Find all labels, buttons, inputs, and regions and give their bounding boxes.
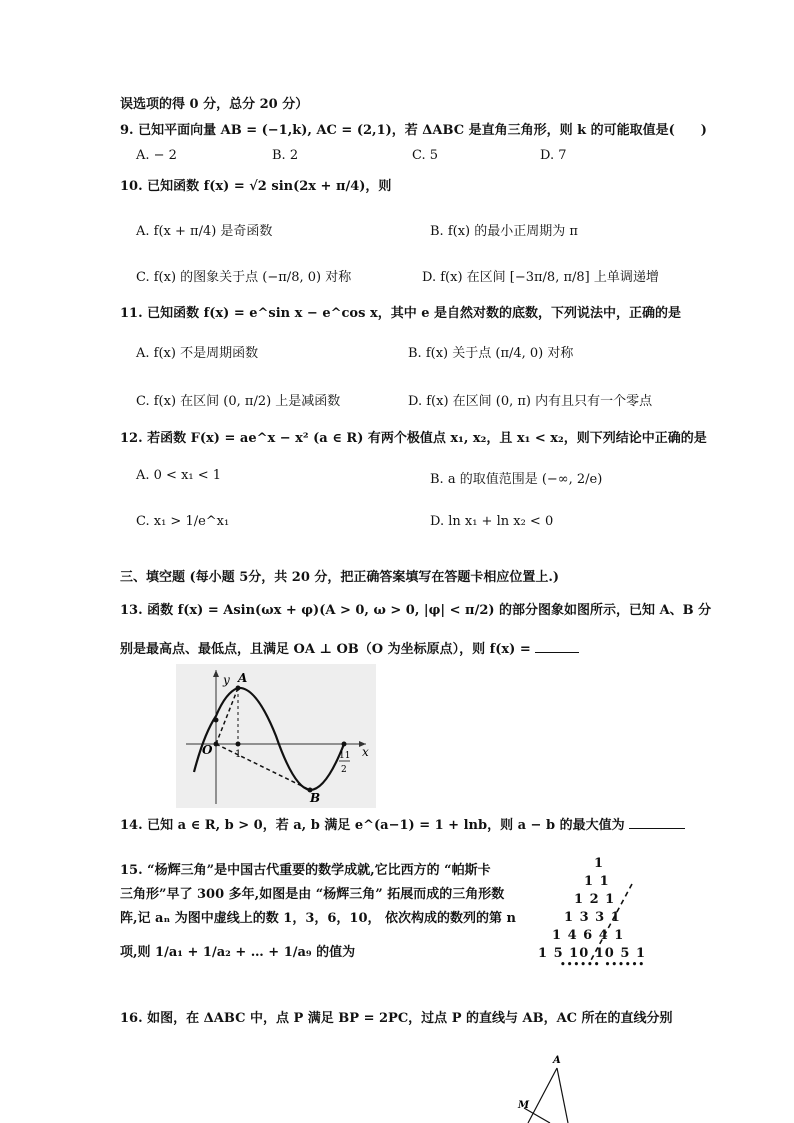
q14-stem <box>120 816 685 835</box>
q13-sine-graph <box>176 664 376 808</box>
q16-triangle-figure <box>510 1050 600 1123</box>
q12-option-a: A. 0 < x₁ < 1 <box>136 468 222 483</box>
y-intercept-point <box>214 718 219 723</box>
y-axis-label: y <box>223 673 230 687</box>
q11-stem: 11. 已知函数 f(x) = e^sin x − e^cos x，其中 e 是自然对数的底数，下列说法中，正确的是 <box>120 306 682 321</box>
q10-option-d: D. f(x) 在区间 [−3π/8, π/8] 上单调递增 <box>422 270 659 285</box>
q11-option-a: A. f(x) 不是周期函数 <box>136 346 259 361</box>
q11-option-d: D. f(x) 在区间 (0, π) 内有且只有一个零点 <box>408 394 653 409</box>
point-one <box>236 742 241 747</box>
q11-option-b: B. f(x) 关于点 (π/4, 0) 对称 <box>408 346 574 361</box>
label-o: O <box>202 743 213 757</box>
triangle-row-2: 1 1 <box>584 874 610 889</box>
q13-stem-line2 <box>120 640 579 659</box>
triangle-row-5: 1 4 6 4 1 <box>552 928 625 943</box>
section3-heading: 三、填空题 (每小题 5分，共 20 分，把正确答案填写在答题卡相应位置上.) <box>120 570 560 585</box>
q10-option-c: C. f(x) 的图象关于点 (−π/8, 0) 对称 <box>136 270 352 285</box>
q16-stem: 16. 如图，在 ΔABC 中，点 P 满足 BP = 2PC，过点 P 的直线与 AB，AC 所在的直线分别 <box>120 1011 673 1026</box>
q9-option-a: A. − 2 <box>136 148 177 163</box>
q13-stem-line1: 13. 函数 f(x) = Asin(ωx + φ)(A > 0, ω > 0, |φ| < π/2) 的部分图象如图所示，已知 A、B 分 <box>120 603 712 618</box>
q15-stem-line3: 阵,记 aₙ 为图中虚线上的数 1，3，6，10， 依次构成的数列的第 n <box>120 911 517 926</box>
label-eleven: 11 <box>339 751 351 761</box>
q12-option-b: B. a 的取值范围是 (−∞, 2/e) <box>430 472 603 487</box>
triangle-dots: •••••• •••••• <box>560 960 646 970</box>
yanghui-triangle <box>530 854 660 974</box>
point-a <box>236 686 241 691</box>
q9-option-d: D. 7 <box>540 148 567 163</box>
origin-point <box>214 742 219 747</box>
q15-stem-line4: 项,则 1/a₁ + 1/a₂ + … + 1/a₉ 的值为 <box>120 945 356 960</box>
q13-answer-blank <box>535 640 579 653</box>
intro-text: 误选项的得 0 分，总分 20 分） <box>120 97 309 112</box>
q14-answer-blank <box>629 816 685 829</box>
side-ab <box>528 1068 557 1123</box>
label-one: 1 <box>235 749 242 760</box>
q14-stem-text: 14. 已知 a ∈ R, b > 0，若 a, b 满足 e^(a−1) = 1 + lnb，则 a − b 的最大值为 <box>120 818 625 833</box>
q15-stem-line1: 15. “杨辉三角”是中国古代重要的数学成就,它比西方的 “帕斯卡 <box>120 863 491 878</box>
q10-option-a: A. f(x + π/4) 是奇函数 <box>136 224 273 239</box>
q10-stem: 10. 已知函数 f(x) = √2 sin(2x + π/4)，则 <box>120 179 392 194</box>
q15-stem-line2: 三角形”早了 300 多年,如图是由 “杨辉三角” 拓展而成的三角形数 <box>120 887 505 902</box>
label-a: A <box>238 671 248 685</box>
triangle-row-6: 1 5 10 10 5 1 <box>538 946 646 961</box>
diagonal-dash-line <box>590 884 632 962</box>
q12-stem: 12. 若函数 F(x) = ae^x − x² (a ∈ R) 有两个极值点 x₁, x₂，且 x₁ < x₂，则下列结论中正确的是 <box>120 431 707 446</box>
label-m: M <box>518 1100 530 1111</box>
triangle-row-3: 1 2 1 <box>574 892 616 907</box>
q9-stem: 9. 已知平面向量 AB = (−1,k), AC = (2,1)，若 ΔABC 是直角三角形，则 k 的可能取值是( ) <box>120 123 707 138</box>
triangle-row-4: 1 3 3 1 <box>564 910 621 925</box>
q9-option-c: C. 5 <box>412 148 439 163</box>
q10-option-b: B. f(x) 的最小正周期为 π <box>430 224 578 239</box>
q13-stem-line2-text: 别是最高点、最低点，且满足 OA ⊥ OB（O 为坐标原点），则 f(x) = <box>120 642 531 657</box>
label-two: 2 <box>341 765 347 775</box>
point-eleven-half <box>342 742 347 747</box>
q11-option-c: C. f(x) 在区间 (0, π/2) 上是减函数 <box>136 394 341 409</box>
label-a: A <box>553 1055 561 1066</box>
side-ac <box>557 1068 568 1123</box>
label-b: B <box>310 791 321 805</box>
q12-option-c: C. x₁ > 1/e^x₁ <box>136 514 230 529</box>
triangle-diagonal-dashes <box>530 854 660 974</box>
q9-option-b: B. 2 <box>272 148 299 163</box>
x-axis-label: x <box>362 745 369 759</box>
q12-option-d: D. ln x₁ + ln x₂ < 0 <box>430 514 554 529</box>
triangle-row-1: 1 <box>594 856 605 871</box>
